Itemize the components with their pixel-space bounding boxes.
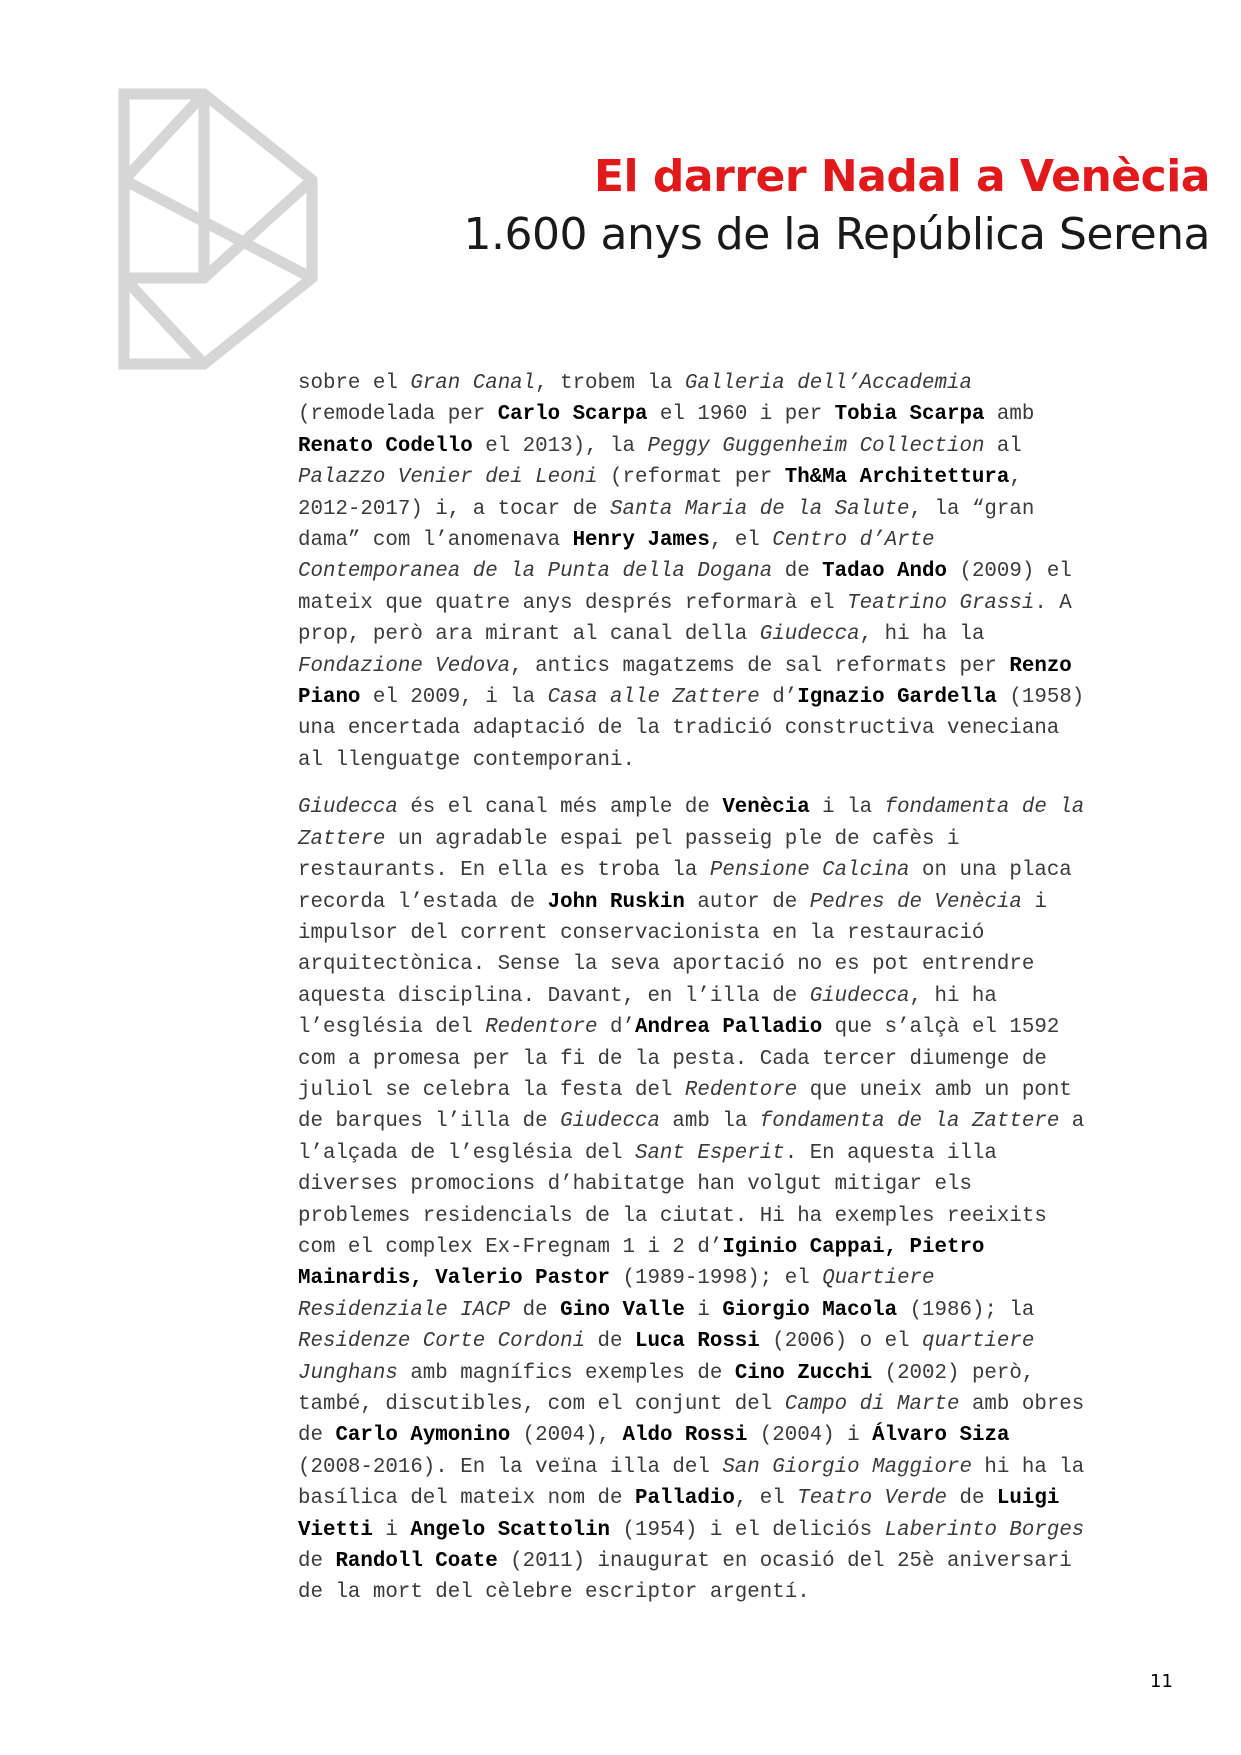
italic-term: Quartiere bbox=[822, 1267, 935, 1291]
bold-name: Luigi bbox=[996, 1487, 1060, 1511]
italic-term: Centro d’Arte bbox=[772, 529, 935, 553]
text-run: també, discutibles, com el conjunt del bbox=[298, 1393, 785, 1416]
bold-name: Renato Codello bbox=[298, 434, 473, 458]
text-run: prop, però ara mirant al canal della bbox=[298, 623, 760, 647]
text-run: de barques l’illa de bbox=[298, 1110, 561, 1134]
text-line bbox=[298, 855, 1178, 886]
text-run: , hi ha bbox=[909, 984, 997, 1008]
bold-name: Carlo Aymonino bbox=[335, 1424, 511, 1448]
text-line bbox=[298, 918, 1178, 949]
italic-term: Peggy Guggenheim Collection bbox=[647, 434, 985, 458]
text-line bbox=[298, 651, 1178, 682]
bold-name: Venècia bbox=[722, 796, 810, 820]
text-run: de bbox=[298, 1424, 336, 1448]
text-run: de bbox=[298, 1550, 336, 1574]
text-line bbox=[298, 981, 1178, 1012]
text-run: de bbox=[772, 560, 823, 584]
text-run: (2009) el bbox=[946, 560, 1072, 584]
italic-term: Junghans bbox=[298, 1361, 398, 1385]
bold-name: Iginio Cappai, Pietro bbox=[722, 1235, 985, 1259]
text-run: problemes residencials de la ciutat. Hi ha exemples reeixits bbox=[298, 1204, 1047, 1228]
text-line bbox=[298, 1483, 1178, 1514]
text-run: que uneix amb un pont bbox=[797, 1078, 1072, 1102]
bold-name: Giorgio Macola bbox=[722, 1298, 898, 1322]
text-run: restaurants. En ella es troba la bbox=[298, 859, 710, 883]
italic-term: Santa Maria de la Salute bbox=[610, 497, 910, 521]
text-line bbox=[298, 619, 1178, 650]
bold-name: Palladio bbox=[634, 1487, 735, 1511]
text-run: (reformat per bbox=[597, 466, 785, 490]
text-run: i la bbox=[809, 796, 885, 820]
text-run: impulsor del corrent conservacionista en la restauració bbox=[298, 921, 985, 945]
text-line bbox=[298, 682, 1178, 713]
text-line bbox=[298, 556, 1178, 587]
text-run: , el bbox=[734, 1487, 798, 1511]
text-run: i bbox=[684, 1298, 723, 1322]
text-run: i bbox=[1021, 890, 1047, 914]
text-run: (2011) inaugurat en ocasió del 25è aniversari bbox=[497, 1550, 1072, 1574]
text-run: hi ha la bbox=[971, 1455, 1085, 1479]
text-run: l’alçada de l’església del bbox=[298, 1141, 635, 1165]
text-line bbox=[298, 1515, 1178, 1546]
italic-term: fondamenta de la Zattere bbox=[759, 1110, 1060, 1134]
text-run: 2012-2017) i, a tocar de bbox=[298, 497, 611, 521]
text-run: (1989-1998); el bbox=[610, 1267, 823, 1291]
text-run: i bbox=[372, 1518, 411, 1542]
text-line bbox=[298, 1106, 1178, 1137]
text-run: (2006) o el bbox=[759, 1330, 923, 1354]
italic-term: Galleria dell’Accademia bbox=[684, 372, 972, 395]
bold-name: Andrea Palladio bbox=[634, 1016, 823, 1040]
text-line bbox=[298, 1232, 1178, 1263]
italic-term: quartiere bbox=[922, 1330, 1035, 1354]
text-run: el 2013), la bbox=[472, 434, 648, 458]
text-run: (1954) i el deliciós bbox=[610, 1518, 885, 1542]
italic-term: Contemporanea de la Punta della Dogana bbox=[298, 560, 773, 584]
text-run: el 1960 i per bbox=[647, 403, 835, 427]
italic-term: Residenziale IACP bbox=[298, 1298, 511, 1322]
text-line bbox=[298, 1295, 1178, 1326]
text-run: d’ bbox=[597, 1016, 635, 1040]
bold-name: Gino Valle bbox=[560, 1298, 685, 1322]
text-line bbox=[298, 431, 1178, 462]
italic-term: Palazzo Venier dei Leoni bbox=[298, 466, 598, 490]
italic-term: Giudecca bbox=[809, 984, 910, 1008]
text-run: , hi ha la bbox=[859, 623, 985, 647]
text-run: amb bbox=[984, 403, 1035, 427]
text-run: recorda l’estada de bbox=[298, 890, 548, 914]
text-line bbox=[298, 949, 1178, 980]
italic-term: Teatrino Grassi bbox=[847, 591, 1035, 615]
text-run: al llenguatge contemporani. bbox=[298, 748, 635, 772]
text-line bbox=[298, 1358, 1178, 1389]
text-line bbox=[298, 588, 1178, 619]
page-number: 11 bbox=[1150, 1671, 1173, 1692]
page-subtitle: 1.600 anys de la República Serena bbox=[463, 209, 1210, 260]
text-run: de bbox=[585, 1330, 635, 1354]
bold-name: Vietti bbox=[298, 1518, 373, 1542]
text-run: (remodelada per bbox=[298, 403, 498, 427]
paragraph bbox=[298, 368, 1178, 776]
text-line bbox=[298, 1044, 1178, 1075]
italic-term: Laberinto Borges bbox=[884, 1518, 1085, 1542]
italic-term: Redentore bbox=[684, 1078, 798, 1102]
text-line bbox=[298, 713, 1178, 744]
bold-name: Ignazio Gardella bbox=[797, 686, 997, 710]
text-line bbox=[298, 1577, 1178, 1608]
text-run: al bbox=[984, 434, 1022, 458]
text-line bbox=[298, 368, 1178, 399]
text-line bbox=[298, 792, 1178, 823]
text-run: com el complex Ex-Fregnam 1 i 2 d’ bbox=[298, 1235, 723, 1259]
text-line bbox=[298, 1546, 1178, 1577]
text-run: (2008-2016). En la veïna illa del bbox=[298, 1455, 723, 1479]
text-run: com a promesa per la fi de la pesta. Cada tercer diumenge de bbox=[298, 1047, 1047, 1071]
text-run: , trobem la bbox=[535, 372, 685, 395]
bold-name: Renzo bbox=[1009, 654, 1072, 678]
bold-name: Carlo Scarpa bbox=[497, 403, 648, 427]
italic-term: Casa alle Zattere bbox=[547, 686, 760, 710]
bold-name: Th&Ma Architettura bbox=[784, 466, 1010, 490]
text-line bbox=[298, 399, 1178, 430]
text-run: basílica del mateix nom de bbox=[298, 1487, 635, 1511]
text-line bbox=[298, 525, 1178, 556]
text-run: (2002) però, bbox=[872, 1361, 1035, 1385]
text-run: mateix que quatre anys després reformarà el bbox=[298, 591, 848, 615]
text-line bbox=[298, 1201, 1178, 1232]
text-line bbox=[298, 1420, 1178, 1451]
text-run: és el canal més ample de bbox=[397, 796, 723, 820]
text-run: el 2009, i la bbox=[360, 686, 548, 710]
italic-term: Zattere bbox=[298, 827, 386, 851]
italic-term: Pensione Calcina bbox=[709, 859, 910, 883]
text-run: arquitectònica. Sense la seva aportació no es pot entrendre bbox=[298, 953, 1035, 977]
text-run: juliol se celebra la festa del bbox=[298, 1078, 685, 1102]
bold-name: John Ruskin bbox=[547, 890, 685, 914]
text-run: diverses promocions d’habitatge han volgut mitigar els bbox=[298, 1173, 972, 1197]
italic-term: Gran Canal bbox=[410, 372, 536, 395]
bold-name: Henry James bbox=[572, 529, 710, 553]
text-run: sobre el bbox=[298, 372, 411, 395]
text-run: . En aquesta illa bbox=[784, 1141, 997, 1165]
text-line bbox=[298, 824, 1178, 855]
text-run: de bbox=[510, 1298, 561, 1322]
text-run: , la “gran bbox=[909, 497, 1035, 521]
text-run: , antics magatzems de sal reformats per bbox=[510, 654, 1010, 678]
text-line bbox=[298, 1075, 1178, 1106]
text-run: , el bbox=[709, 529, 773, 553]
text-line bbox=[298, 1012, 1178, 1043]
text-run: (1958) bbox=[996, 686, 1085, 710]
italic-term: San Giorgio Maggiore bbox=[722, 1455, 972, 1479]
text-run: a bbox=[1059, 1110, 1085, 1134]
paragraph bbox=[298, 792, 1178, 1609]
text-run: (1986); la bbox=[897, 1298, 1035, 1322]
bold-name: Luca Rossi bbox=[634, 1330, 760, 1354]
italic-term: Giudecca bbox=[560, 1110, 660, 1134]
text-run: on una placa bbox=[909, 859, 1072, 883]
article-body bbox=[298, 368, 1178, 1625]
text-line bbox=[298, 1389, 1178, 1420]
text-run: un agradable espai pel passeig ple de cafès i bbox=[385, 827, 960, 851]
text-line bbox=[298, 745, 1178, 776]
text-line bbox=[298, 462, 1178, 493]
text-run: . A bbox=[1034, 591, 1072, 615]
text-line bbox=[298, 887, 1178, 918]
bold-name: Cino Zucchi bbox=[734, 1361, 873, 1385]
bold-name: Tadao Ando bbox=[822, 560, 947, 584]
text-run: amb obres bbox=[959, 1393, 1085, 1416]
bold-name: Piano bbox=[298, 686, 361, 710]
italic-term: Teatro Verde bbox=[797, 1487, 947, 1511]
italic-term: Pedres de Venècia bbox=[809, 890, 1022, 914]
bold-name: Tobia Scarpa bbox=[834, 403, 985, 427]
text-run: (2004), bbox=[510, 1424, 623, 1448]
italic-term: Fondazione Vedova bbox=[298, 654, 511, 678]
bold-name: Aldo Rossi bbox=[622, 1424, 748, 1448]
text-line bbox=[298, 494, 1178, 525]
text-run: que s’alçà el 1592 bbox=[822, 1016, 1060, 1040]
text-run: l’església del bbox=[298, 1016, 486, 1040]
italic-term: Redentore bbox=[485, 1016, 598, 1040]
text-run: autor de bbox=[684, 890, 810, 914]
italic-term: Residenze Corte Cordoni bbox=[298, 1330, 586, 1354]
text-line bbox=[298, 1263, 1178, 1294]
text-run: , bbox=[1009, 466, 1022, 490]
text-run: d’ bbox=[759, 686, 798, 710]
page-title: El darrer Nadal a Venècia bbox=[593, 151, 1210, 202]
logo-icon bbox=[118, 88, 318, 370]
text-run: amb la bbox=[659, 1110, 760, 1134]
italic-term: Sant Esperit bbox=[634, 1141, 785, 1165]
text-run: de bbox=[946, 1487, 997, 1511]
italic-term: Campo di Marte bbox=[784, 1393, 960, 1416]
title-block bbox=[310, 148, 1210, 264]
bold-name: Angelo Scattolin bbox=[410, 1518, 611, 1542]
text-run: de la mort del cèlebre escriptor argentí. bbox=[298, 1581, 810, 1605]
italic-term: fondamenta de la bbox=[884, 796, 1085, 820]
text-run: (2004) i bbox=[747, 1424, 873, 1448]
text-line bbox=[298, 1326, 1178, 1357]
italic-term: Giudecca bbox=[759, 623, 860, 647]
bold-name: Randoll Coate bbox=[335, 1550, 498, 1574]
text-line bbox=[298, 1138, 1178, 1169]
text-run: dama” com l’anomenava bbox=[298, 529, 573, 553]
text-run: amb magnífics exemples de bbox=[397, 1361, 735, 1385]
text-run: aquesta disciplina. Davant, en l’illa de bbox=[298, 984, 810, 1008]
text-line bbox=[298, 1169, 1178, 1200]
text-line bbox=[298, 1452, 1178, 1483]
bold-name: Mainardis, Valerio Pastor bbox=[298, 1267, 611, 1291]
italic-term: Giudecca bbox=[298, 796, 398, 820]
text-run: una encertada adaptació de la tradició constructiva veneciana bbox=[298, 717, 1060, 741]
bold-name: Álvaro Siza bbox=[872, 1424, 1010, 1448]
